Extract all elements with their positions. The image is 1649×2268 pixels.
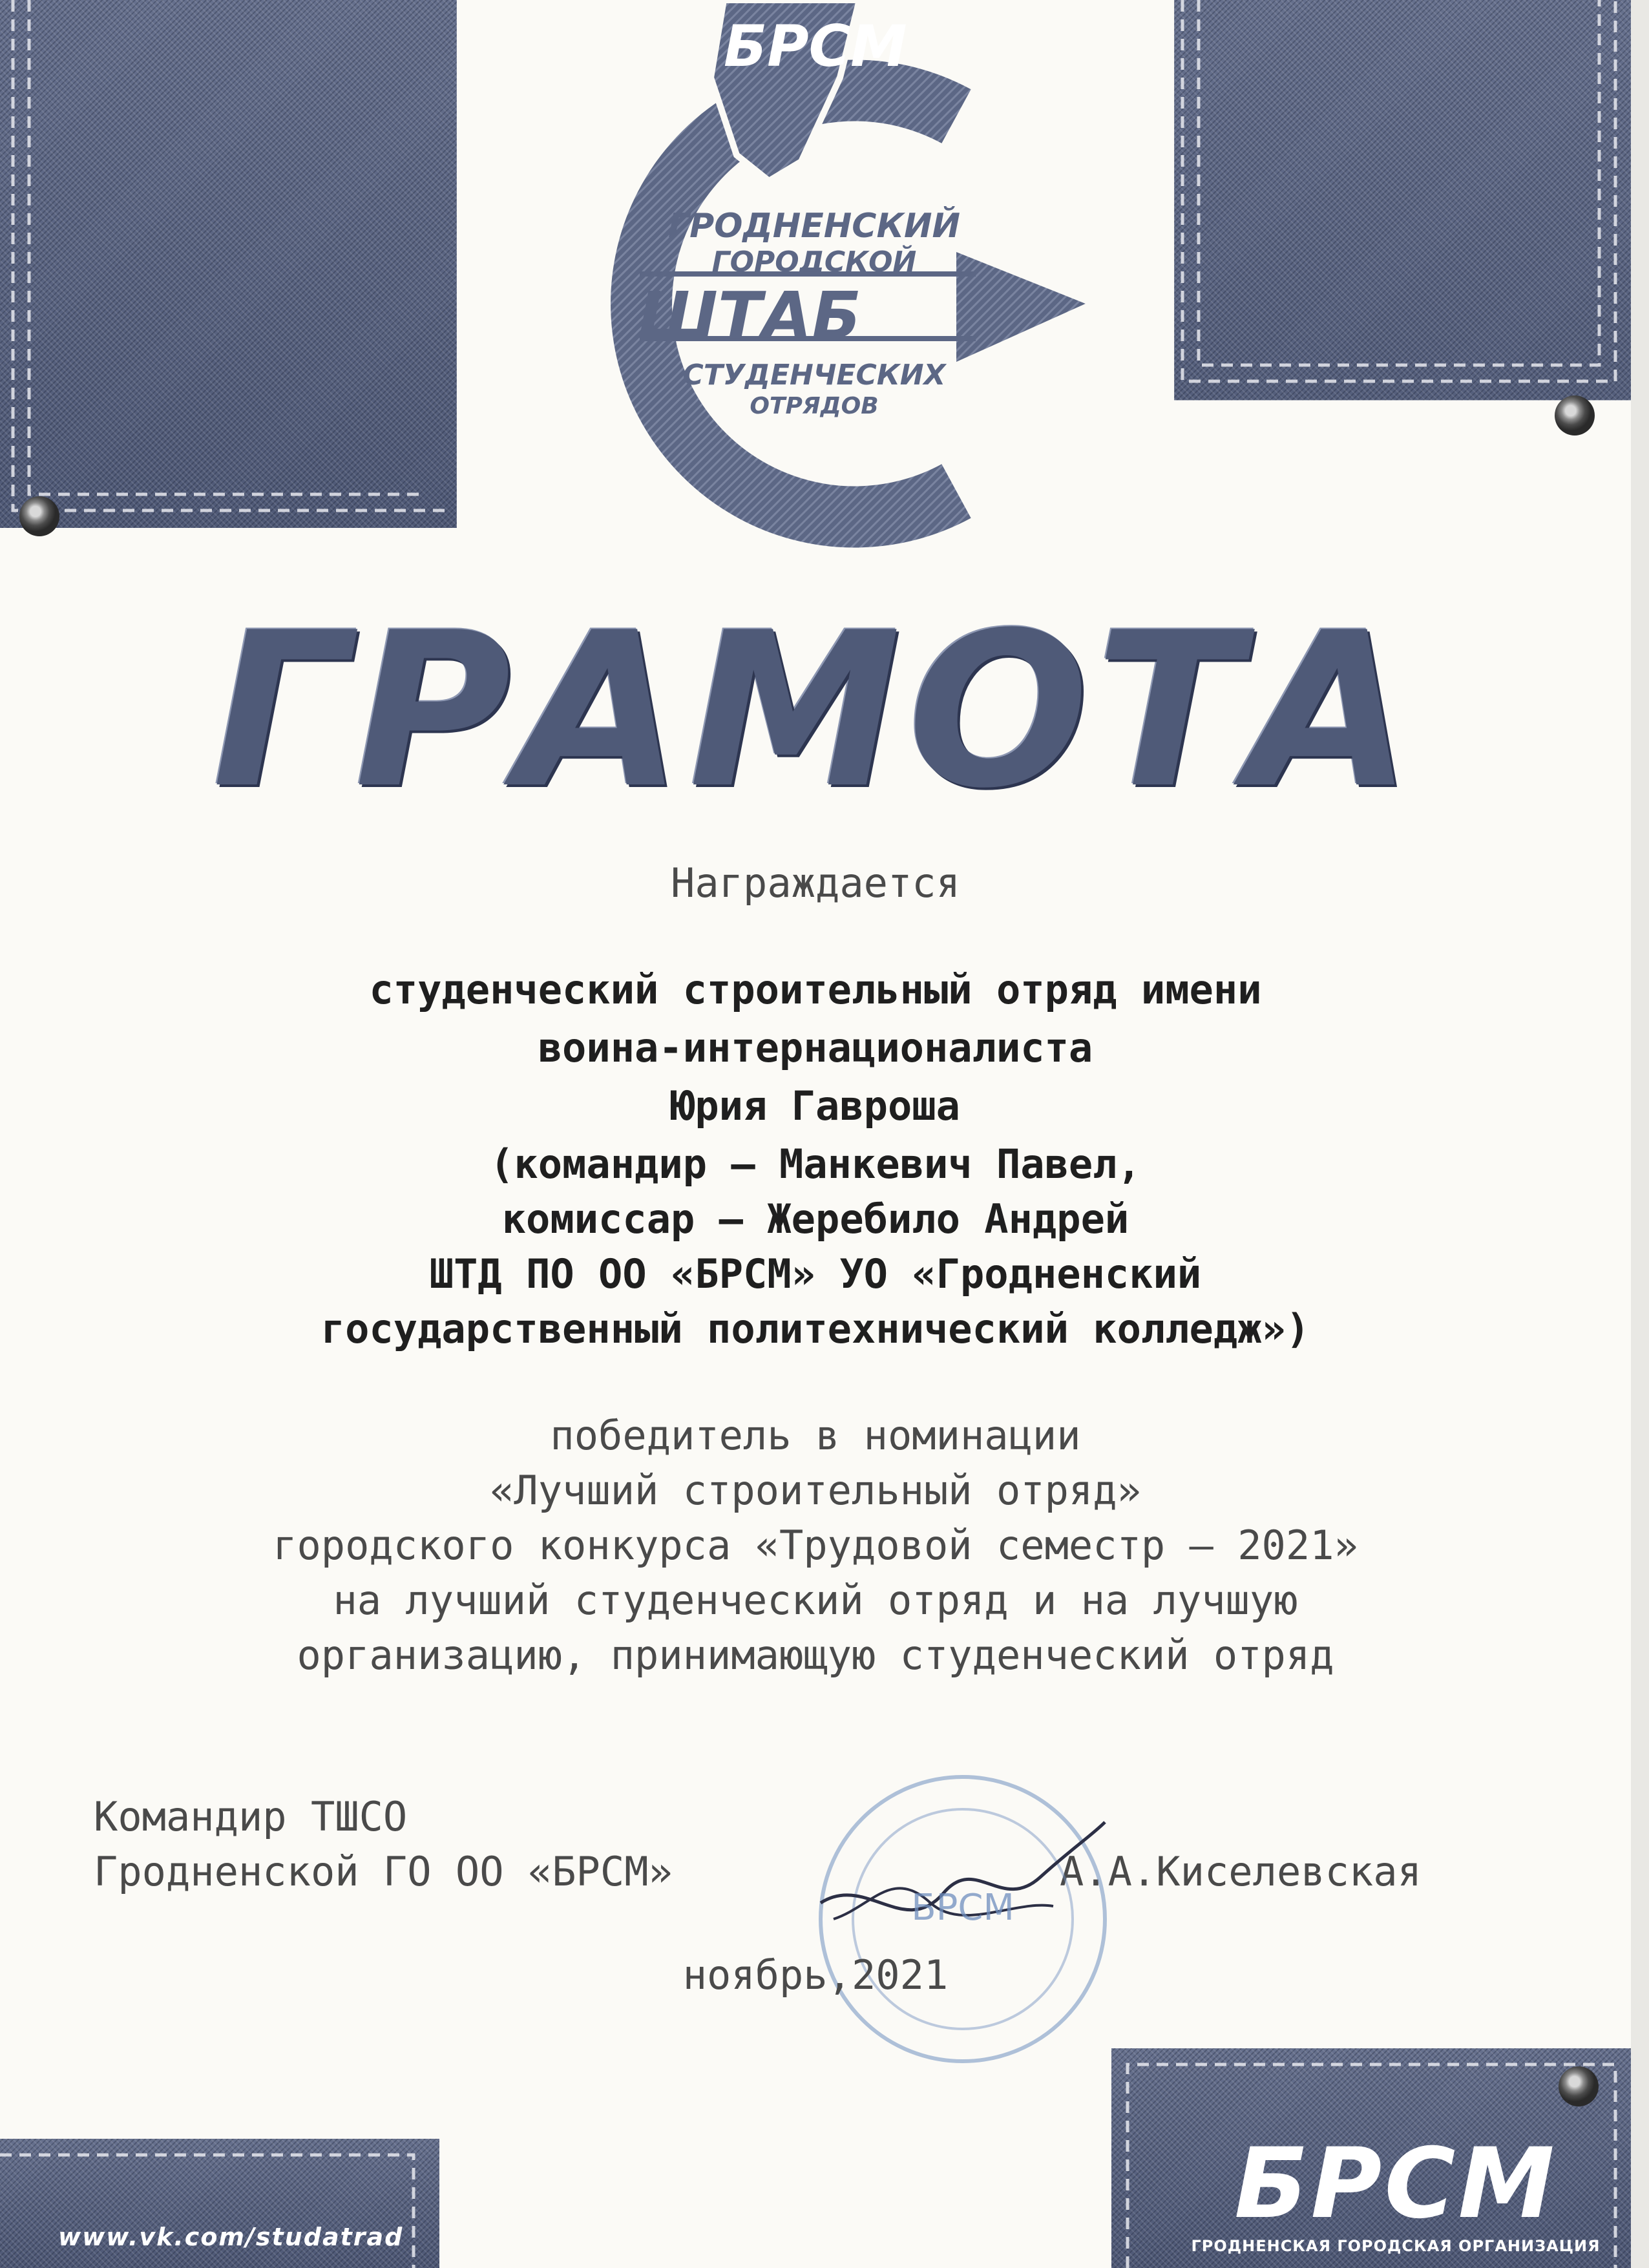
reason-line-1: победитель в номинации	[550, 1412, 1081, 1459]
logo-text-line2: ГОРОДСКОЙ	[711, 246, 917, 278]
recipient-line-2: воина-интернационалиста	[538, 1024, 1093, 1071]
signer-position-line-1: Командир ТШСО	[94, 1793, 408, 1840]
rivet-bottom-right	[1559, 2066, 1599, 2106]
rivet-right	[1555, 395, 1595, 436]
title-block	[0, 587, 1631, 835]
logo-text-line4: СТУДЕНЧЕСКИХ	[682, 359, 946, 392]
brsm-footer-logo: БРСМ	[1234, 2128, 1557, 2240]
recipient-line-4: (командир – Манкевич Павел,	[490, 1140, 1141, 1188]
reason-line-2: «Лучший строительный отряд»	[490, 1467, 1141, 1514]
reason-line-3: городского конкурса «Трудовой семестр – 2021»	[273, 1522, 1358, 1569]
recipient-line-3: Юрия Гавроша	[671, 1082, 960, 1129]
issue-date: ноябрь,2021	[682, 1951, 949, 1999]
recipient-line-5: комиссар – Жеребило Андрей	[501, 1195, 1129, 1243]
recipient-line-6: ШТД ПО ОО «БРСМ» УО «Гродненский	[429, 1250, 1202, 1297]
logo-text-line5: ОТРЯДОВ	[750, 393, 879, 419]
rivet-left	[19, 496, 59, 536]
brsm-footer-subtitle: ГРОДНЕНСКАЯ ГОРОДСКАЯ ОРГАНИЗАЦИЯ	[1191, 2237, 1601, 2255]
certificate-title: ГРАМОТА	[212, 587, 1419, 835]
logo-text-line3: ШТАБ	[638, 278, 861, 353]
awarded-intro: Награждается	[671, 859, 960, 907]
recipient-line-7: государственный политехнический колледж»)	[320, 1305, 1310, 1352]
signer-name: А.А.Киселевская	[1060, 1848, 1422, 1895]
recipient-line-1: студенческий строительный отряд имени	[369, 966, 1262, 1013]
reason-line-4: на лучший студенческий отряд и на лучшую	[333, 1577, 1298, 1624]
signer-position-line-2: Гродненской ГО ОО «БРСМ»	[94, 1848, 673, 1895]
stamp-text: БРСМ	[911, 1887, 1014, 1929]
reason-line-5: организацию, принимающую студенческий отряд	[297, 1632, 1334, 1679]
logo-text-brsm: БРСМ	[724, 13, 907, 79]
logo-text-line1: ГРОДНЕНСКИЙ	[667, 207, 961, 246]
vk-link[interactable]: www.vk.com/studatrad	[58, 2223, 404, 2251]
